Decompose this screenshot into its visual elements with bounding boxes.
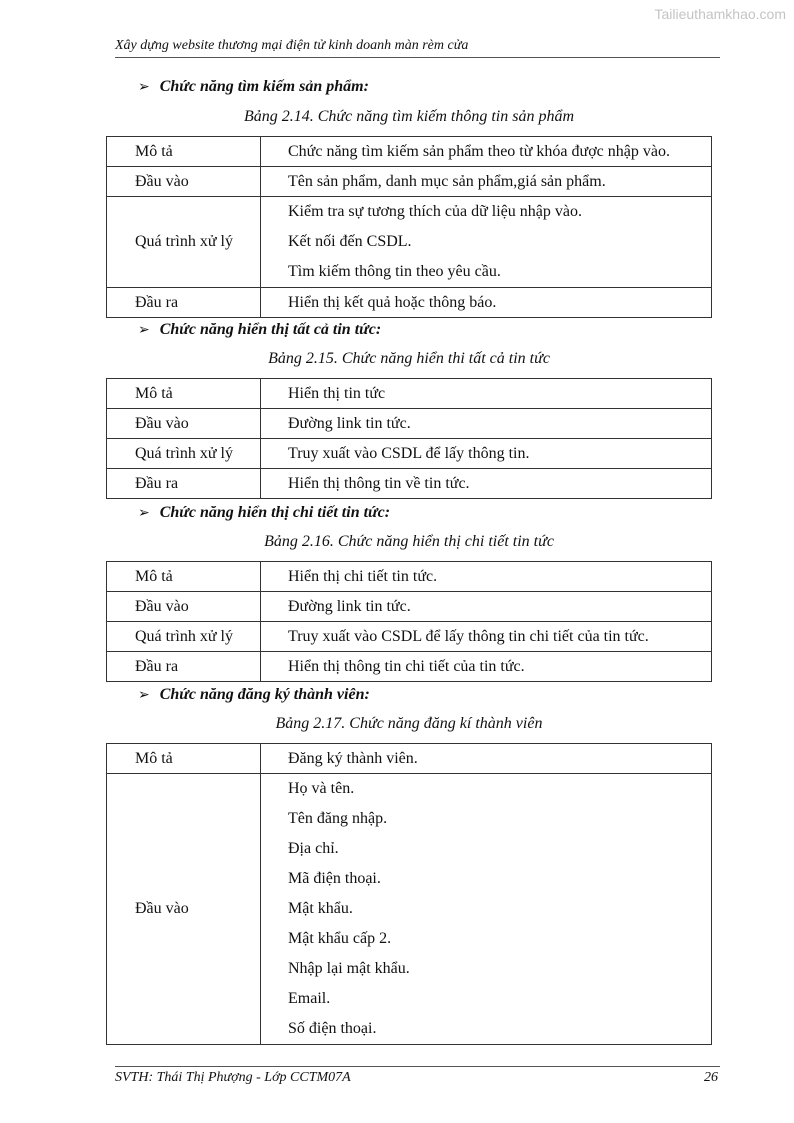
row-value [261,197,712,288]
row-value-line: Mật khẩu cấp 2. [288,930,392,947]
row-value-line: Kiểm tra sự tương thích của dữ liệu nhập vào. [288,203,582,220]
row-value-line: Tìm kiếm thông tin theo yêu cầu. [288,263,501,280]
row-label: Quá trình xử lý [107,622,261,652]
row-value-line: Tên đăng nhập. [288,810,388,827]
row-label: Đầu vào [107,774,261,1045]
section-heading-all-news: ➢ Chức năng hiển thị tất cả tin tức: [138,321,382,338]
row-value: Hiển thị thông tin về tin tức. [261,469,712,499]
row-value-line: Kết nối đến CSDL. [288,233,412,250]
section-heading-news-detail: ➢ Chức năng hiển thị chi tiết tin tức: [138,504,391,521]
table-row [107,288,712,318]
arrow-bullet-icon: ➢ [138,323,150,338]
row-value-line: Số điện thoại. [288,1020,377,1037]
page-header: Xây dựng website thương mại điện tử kinh doanh màn rèm cửa [115,38,720,58]
row-value: Tên sản phẩm, danh mục sản phẩm,giá sản phẩm. [261,167,712,197]
table-row [107,622,712,652]
row-label: Đầu vào [107,409,261,439]
arrow-bullet-icon: ➢ [138,506,150,521]
row-value-line: Mật khẩu. [288,900,353,917]
row-label: Quá trình xử lý [107,439,261,469]
table-caption-2-15: Bảng 2.15. Chức năng hiển thi tất cả tin tức [268,350,550,367]
row-label: Mô tả [107,137,261,167]
row-value-line: Nhập lại mật khẩu. [288,960,410,977]
row-value-line: Email. [288,990,331,1007]
row-value [261,774,712,1045]
row-label: Mô tả [107,562,261,592]
table-caption-2-16: Bảng 2.16. Chức năng hiển thị chi tiết tin tức [264,533,554,550]
footer-author: SVTH: Thái Thị Phượng - Lớp CCTM07A [115,1070,351,1085]
table-row [107,197,712,288]
row-value: Đường link tin tức. [261,592,712,622]
table-2-16 [106,561,712,682]
table-row [107,137,712,167]
row-label: Đầu ra [107,288,261,318]
row-label: Đầu ra [107,469,261,499]
row-value: Hiển thị tin tức [261,379,712,409]
row-label: Đầu ra [107,652,261,682]
row-label: Đầu vào [107,592,261,622]
watermark: Tailieuthamkhao.com [654,6,786,22]
page-number: 26 [704,1070,718,1085]
table-2-14 [106,136,712,318]
row-value-line: Họ và tên. [288,780,355,797]
row-value: Hiển thị kết quả hoặc thông báo. [261,288,712,318]
table-row [107,562,712,592]
row-label: Mô tả [107,379,261,409]
row-value: Hiển thị chi tiết tin tức. [261,562,712,592]
row-value: Hiển thị thông tin chi tiết của tin tức. [261,652,712,682]
table-row [107,652,712,682]
arrow-bullet-icon: ➢ [138,80,150,95]
page-footer [115,1066,720,1086]
table-row [107,744,712,774]
table-caption-2-17: Bảng 2.17. Chức năng đăng kí thành viên [275,715,543,732]
table-caption-2-14: Bảng 2.14. Chức năng tìm kiếm thông tin sản phẩm [243,108,575,125]
row-value: Truy xuất vào CSDL để lấy thông tin chi tiết của tin tức. [261,622,712,652]
table-2-15 [106,378,712,499]
table-row [107,469,712,499]
table-row [107,592,712,622]
row-value: Chức năng tìm kiếm sản phẩm theo từ khóa được nhập vào. [261,137,712,167]
table-row [107,774,712,1045]
row-value: Đường link tin tức. [261,409,712,439]
row-value-line: Địa chỉ. [288,840,339,857]
row-label: Quá trình xử lý [107,197,261,288]
table-row [107,167,712,197]
table-row [107,409,712,439]
row-value: Truy xuất vào CSDL để lấy thông tin. [261,439,712,469]
row-label: Đầu vào [107,167,261,197]
arrow-bullet-icon: ➢ [138,688,150,703]
section-heading-search: ➢ Chức năng tìm kiếm sản phẩm: [138,78,369,95]
table-2-17 [106,743,712,1045]
section-heading-register: ➢ Chức năng đăng ký thành viên: [138,686,370,703]
table-row [107,379,712,409]
row-label: Mô tả [107,744,261,774]
row-value: Đăng ký thành viên. [261,744,712,774]
table-row [107,439,712,469]
row-value-line: Mã điện thoại. [288,870,381,887]
